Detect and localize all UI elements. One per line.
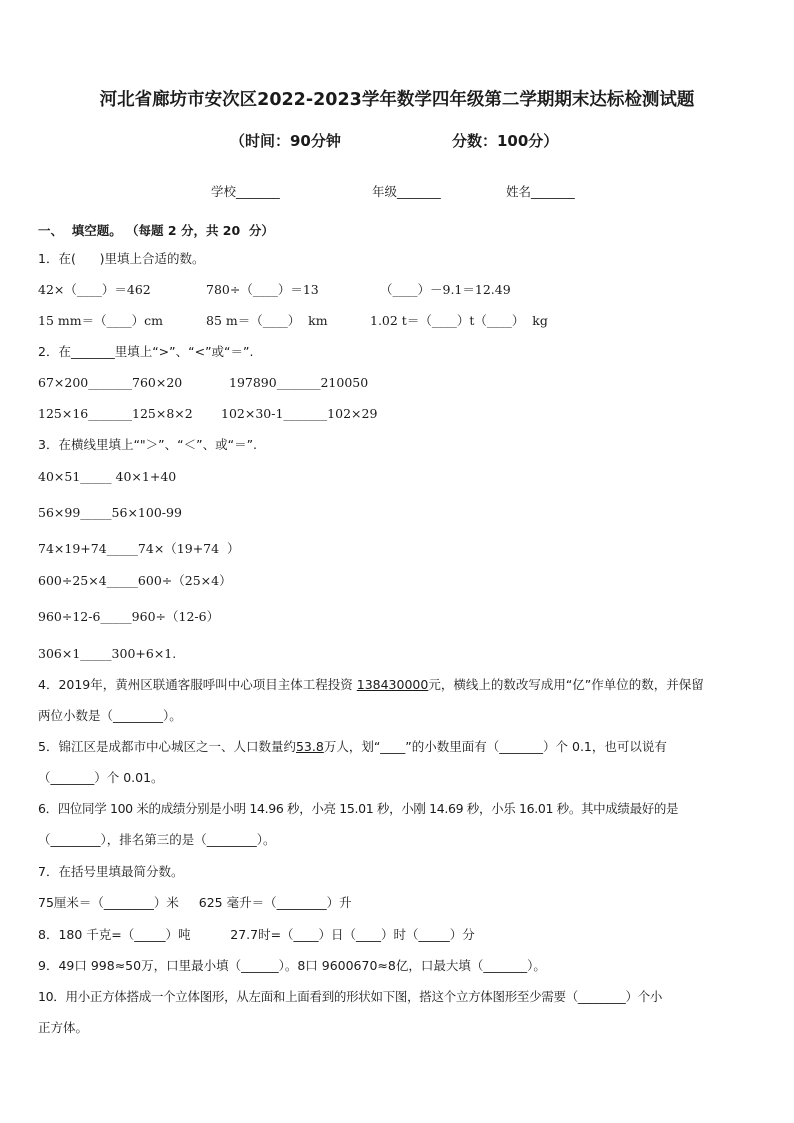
exam-meta bbox=[0, 130, 794, 152]
question-3-item: 56×99_____56×100-99 bbox=[38, 505, 182, 520]
question-4-line-2: 两位小数是（________）。 bbox=[38, 708, 182, 723]
question-2-item: 125×16_______125×8×2 bbox=[38, 406, 193, 421]
question-1-item: 42×（____）＝462 bbox=[38, 282, 151, 297]
underlined-number: 53.8 bbox=[295, 739, 324, 754]
question-2-stem: 2．在_______里填上“>”、“<”或“＝”. bbox=[38, 344, 254, 359]
question-2-item: 67×200_______760×20 bbox=[38, 375, 183, 390]
question-1-item: 780÷（____）＝13 bbox=[206, 282, 319, 297]
question-9: 9．49口 998≈50万，口里最小填（______）。8口 9600670≈8亿，口最大填（_______）。 bbox=[38, 958, 546, 973]
question-5-text: 5．锦江区是成都市中心城区之一、人口数量约 bbox=[38, 739, 296, 754]
question-7-stem: 7．在括号里填最简分数。 bbox=[38, 864, 184, 879]
question-5-text: 万人，划“____”的小数里面有（_______）个 0.1，也可以说有 bbox=[323, 739, 667, 754]
grade-field: 年级_______ bbox=[372, 184, 441, 199]
time-limit: （时间：90分钟 bbox=[230, 132, 341, 150]
question-4-line-1 bbox=[38, 677, 704, 693]
school-field: 学校_______ bbox=[211, 184, 280, 199]
question-3-item: 306×1_____300+6×1. bbox=[38, 646, 177, 661]
question-5-line-2: （_______）个 0.01。 bbox=[38, 770, 164, 785]
question-6-line-2: （________），排名第三的是（________）。 bbox=[38, 832, 276, 847]
question-2-item: 197890_______210050 bbox=[229, 375, 369, 390]
question-4-text: 4．2019年，黄州区联通客服呼叫中心项目主体工程投资 bbox=[38, 677, 357, 692]
question-1-stem: 1．在( )里填上合适的数。 bbox=[38, 251, 205, 266]
question-1-item: 1.02 t＝（____）t（____） kg bbox=[370, 313, 548, 328]
total-score: 分数：100分） bbox=[452, 132, 559, 150]
question-6-line-1: 6．四位同学 100 米的成绩分别是小明 14.96 秒，小亮 15.01 秒，小刚 14.69 秒，小乐 16.01 秒。其中成绩最好的是 bbox=[38, 801, 679, 816]
question-4-text: 元，横线上的数改写成用“亿”作单位的数，并保留 bbox=[428, 677, 704, 692]
question-5-line-1 bbox=[38, 739, 667, 755]
name-field: 姓名_______ bbox=[506, 184, 575, 199]
underlined-number: 138430000 bbox=[356, 677, 429, 692]
question-1-item: （____）－9.1＝12.49 bbox=[380, 282, 511, 297]
question-3-stem: 3．在横线里填上“"＞”、“＜”、或“＝”. bbox=[38, 437, 258, 452]
question-10-line-2: 正方体。 bbox=[38, 1020, 89, 1035]
question-3-item: 74×19+74_____74×（19+74 ） bbox=[38, 541, 240, 556]
page-title: 河北省廊坊市安次区2022-2023学年数学四年级第二学期期末达标检测试题 bbox=[99, 90, 695, 110]
question-1-item: 85 m＝（____） km bbox=[206, 313, 328, 328]
question-7-item: 75厘米＝（________）米 625 毫升＝（________）升 bbox=[38, 895, 352, 910]
question-8: 8．180 千克=（_____）吨 27.7时=（____）日（____）时（_____）分 bbox=[38, 927, 475, 942]
question-3-item: 960÷12-6_____960÷（12-6） bbox=[38, 609, 220, 624]
question-1-item: 15 mm＝（____）cm bbox=[38, 313, 163, 328]
section-heading: 一、 填空题。 （每题 2 分，共 20 分） bbox=[38, 223, 274, 238]
question-2-item: 102×30-1_______102×29 bbox=[221, 406, 378, 421]
question-3-item: 600÷25×4_____600÷（25×4） bbox=[38, 573, 232, 588]
question-10-line-1: 10．用小正方体搭成一个立体图形，从左面和上面看到的形状如下图，搭这个立方体图形至少需要（________）个小 bbox=[38, 989, 663, 1004]
question-3-item: 40×51_____ 40×1+40 bbox=[38, 469, 177, 484]
